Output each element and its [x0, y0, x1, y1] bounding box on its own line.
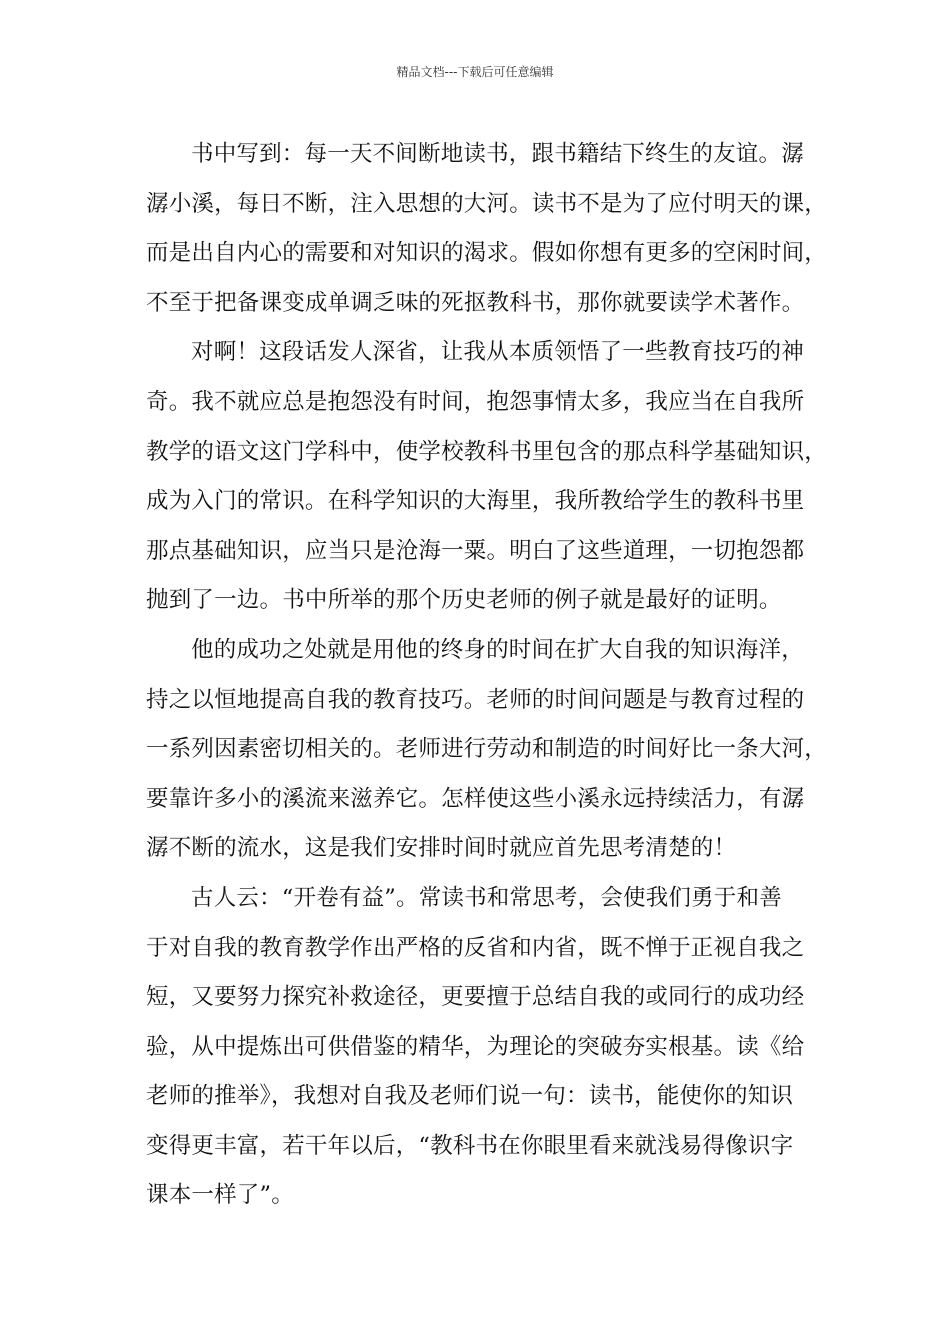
- text-line: 变得更丰富，若干年以后，“教科书在你眼里看来就浅易得像识字: [146, 1132, 794, 1159]
- text-line: 于对自我的教育教学作出严格的反省和内省，既不惮于正视自我之: [146, 934, 805, 961]
- text-line: 短，又要努力探究补救途径，更要擅于总结自我的或同行的成功经: [146, 984, 805, 1011]
- text-line: 潺不断的流水，这是我们安排时间时就应首先思考清楚的！: [146, 835, 737, 862]
- text-line: 那点基础知识，应当只是沧海一粟。明白了这些道理，一切抱怨都: [146, 537, 805, 564]
- text-line: 成为入门的常识。在科学知识的大海里，我所教给学生的教科书里: [146, 488, 805, 515]
- text-line: 古人云：“开卷有益”。常读书和常思考，会使我们勇于和善: [191, 884, 782, 911]
- document-body: [146, 130, 836, 1221]
- text-line: 持之以恒地提高自我的教育技巧。老师的时间问题是与教育过程的: [146, 686, 805, 713]
- text-line: 抛到了一边。书中所举的那个历史老师的例子就是最好的证明。: [146, 587, 782, 614]
- text-line: 潺小溪，每日不断，注入思想的大河。读书不是为了应付明天的课，: [146, 190, 828, 217]
- paragraph-1: [146, 130, 836, 328]
- text-line: 验，从中提炼出可供借鉴的精华，为理论的突破夯实根基。读《给: [146, 1033, 805, 1060]
- text-line: 课本一样了”。: [146, 1182, 294, 1209]
- text-line: 奇。我不就应总是抱怨没有时间，抱怨事情太多，我应当在自我所: [146, 388, 805, 415]
- text-line: 书中写到：每一天不间断地读书，跟书籍结下终生的友谊。潺: [191, 141, 804, 167]
- page-header: 精品文档---下载后可任意编辑: [396, 65, 554, 79]
- paragraph-3: [146, 626, 836, 874]
- text-line: 而是出自内心的需要和对知识的渴求。假如你想有更多的空闲时间，: [146, 240, 828, 267]
- text-line: 对啊！这段话发人深省，让我从本质领悟了一些教育技巧的神: [191, 339, 804, 366]
- text-line: 教学的语文这门学科中，使学校教科书里包含的那点科学基础知识，: [146, 438, 828, 465]
- text-line: 不至于把备课变成单调乏味的死抠教科书，那你就要读学术著作。: [146, 289, 805, 316]
- text-line: 一系列因素密切相关的。老师进行劳动和制造的时间好比一条大河，: [146, 736, 828, 763]
- text-line: 他的成功之处就是用他的终身的时间在扩大自我的知识海洋，: [191, 636, 804, 663]
- paragraph-2: [146, 328, 836, 626]
- paragraph-4: [146, 874, 836, 1221]
- text-line: 老师的推举》，我想对自我及老师们说一句：读书，能使你的知识: [146, 1083, 794, 1110]
- text-line: 要靠许多小的溪流来滋养它。怎样使这些小溪永远持续活力，有潺: [146, 785, 805, 812]
